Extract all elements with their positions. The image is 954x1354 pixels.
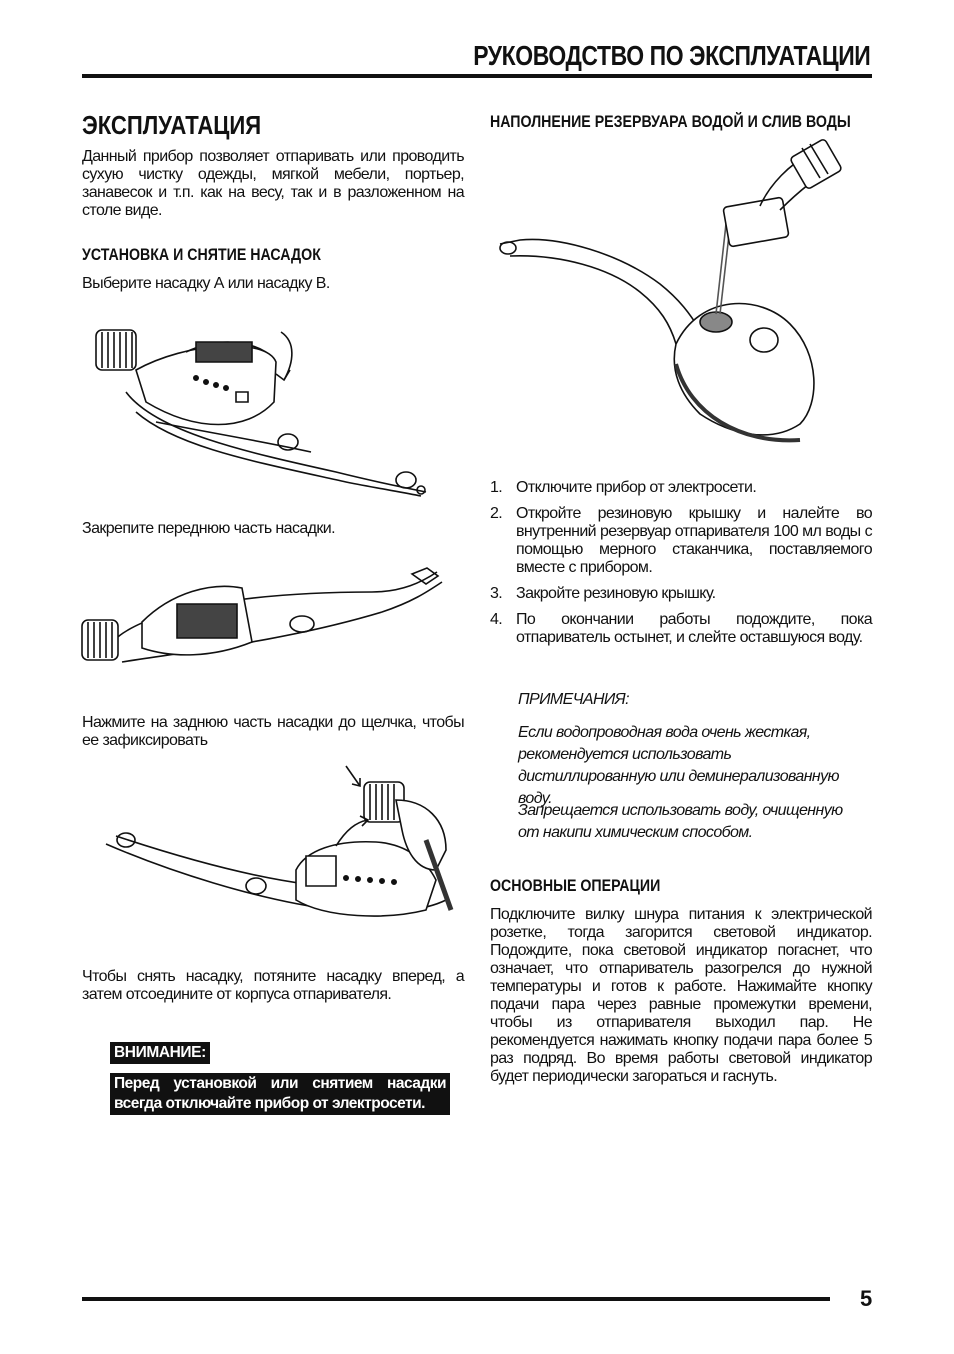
page-number: 5 — [860, 1286, 873, 1311]
step-remove-text: Чтобы снять насадку, потяните насадку вперед, а затем отсоедините от корпуса отпаривателя. — [82, 968, 464, 1003]
intro-paragraph: Данный прибор позволяет отпаривать или проводить сухую чистку одежды, мягкой мебели, портьер, занавесок и т.п. как на весу, так и в разложенном на столе виде. — [82, 148, 464, 219]
install-heading: УСТАНОВКА И СНЯТИЕ НАСАДОК — [82, 246, 321, 264]
note-chemical-water: Запрещается использовать воду, очищенную от накипи химическим способом. — [518, 802, 843, 841]
step-front-text: Закрепите переднюю часть насадки. — [82, 520, 335, 537]
list-item-text: Закройте резиновую крышку. — [516, 585, 716, 602]
list-item — [490, 585, 872, 603]
list-item-text: Отключите прибор от электросети. — [516, 479, 757, 496]
list-item-text: По окончании работы подождите, пока отпариватель остынет, и слейте оставшуюся воду. — [516, 611, 872, 646]
list-item — [490, 479, 872, 497]
warning-text: Перед установкой или снятием насадки всегда отключайте прибор от электросети. — [110, 1073, 450, 1115]
header-divider — [82, 74, 872, 78]
front-attach-illustration — [82, 562, 444, 674]
list-item-number: 1. — [490, 479, 503, 496]
operations-text: Подключите вилку шнура питания к электрической розетке, тогда загорится световой индикатор. Подождите, пока световой индикатор погаснет, что означает, что отпариватель разогрелся до нужной температуры и готов к работе. Нажимайте кнопку подачи пара через равные промежутки времени, чтобы из отпаривателя выходил пар. Не рекомендуется нажимать кнопку подачи пара более 5 раз подряд. Во время работы световой индикатор будет периодически загораться и гаснуть. — [490, 906, 872, 1085]
page-header-title: РУКОВОДСТВО ПО ЭКСПЛУАТАЦИИ — [472, 40, 870, 71]
list-item — [490, 611, 872, 647]
list-item-text: Откройте резиновую крышку и налейте во внутренний резервуар отпаривателя 100 мл воды с помощью мерного стаканчика, поставляемого вместе с прибором. — [516, 505, 872, 576]
step-back-text: Нажмите на заднюю часть насадки до щелчка, чтобы ее зафиксировать — [82, 714, 464, 749]
footer-divider — [82, 1297, 830, 1301]
install-text: Выберите насадку А или насадку В. — [82, 275, 330, 292]
attach-nozzle-illustration — [96, 322, 436, 498]
warning-label: ВНИМАНИЕ: — [110, 1042, 210, 1064]
fill-steps-list — [490, 479, 872, 655]
list-item-number: 4. — [490, 611, 503, 628]
click-nozzle-illustration — [106, 760, 456, 928]
notes-heading: ПРИМЕЧАНИЯ: — [518, 691, 629, 708]
fill-heading: НАПОЛНЕНИЕ РЕЗЕРВУАРА ВОДОЙ И СЛИВ ВОДЫ — [490, 113, 851, 131]
list-item-number: 2. — [490, 505, 503, 522]
section-title: ЭКСПЛУАТАЦИЯ — [82, 110, 262, 140]
note-hard-water: Если водопроводная вода очень жесткая, рекомендуется использовать дистиллированную или деминерализованную воду. — [518, 724, 839, 807]
list-item-number: 3. — [490, 585, 503, 602]
fill-reservoir-illustration — [500, 144, 840, 456]
list-item — [490, 505, 872, 577]
operations-heading: ОСНОВНЫЕ ОПЕРАЦИИ — [490, 877, 661, 895]
